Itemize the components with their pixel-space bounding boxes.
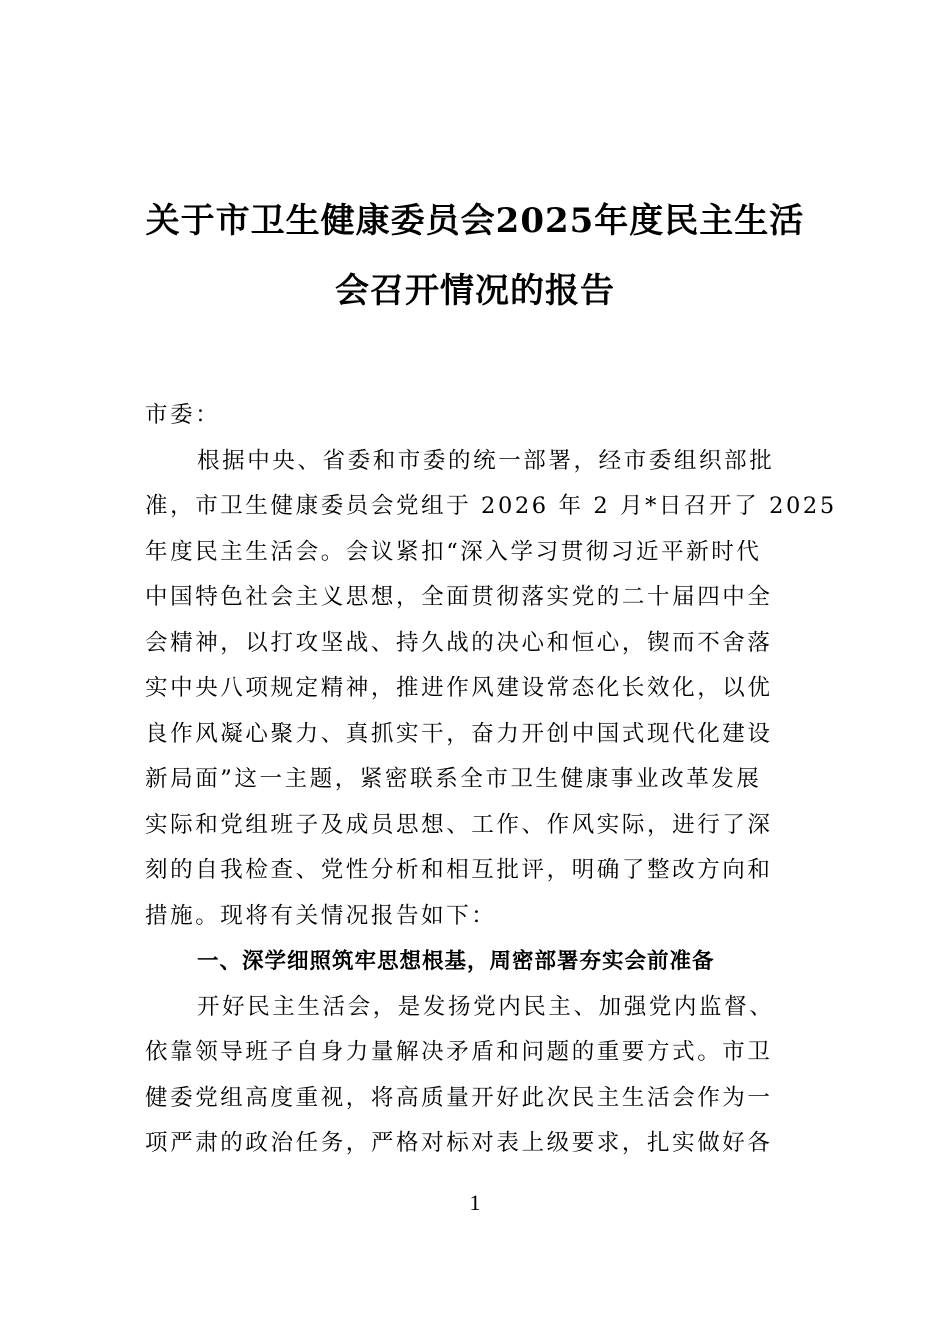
paragraph-line: 实中央八项规定精神，推进作风建设常态化长效化，以优 <box>145 675 773 701</box>
document-title <box>145 186 805 326</box>
section-heading-1: 一、深学细照筑牢思想根基，周密部署夯实会前准备 <box>197 949 715 974</box>
title-line-1: 关于市卫生健康委员会2025年度民主生活 <box>145 201 805 241</box>
paragraph-line: 措施。现将有关情况报告如下： <box>145 902 497 929</box>
paragraph-line: 会精神，以打攻坚战、持久战的决心和恒心，锲而不舍落 <box>145 629 773 656</box>
paragraph-line: 良作风凝心聚力、真抓实干，奋力开创中国式现代化建设 <box>145 720 773 747</box>
paragraph-line: 新局面”这一主题，紧密联系全市卫生健康事业改革发展 <box>145 766 762 792</box>
title-line-2: 会召开情况的报告 <box>335 271 615 311</box>
paragraph-2 <box>145 985 807 1167</box>
paragraph-1 <box>145 439 837 940</box>
document-body <box>145 393 837 1167</box>
paragraph-line: 健委党组高度重视，将高质量开好此次民主生活会作为一 <box>145 1084 773 1111</box>
paragraph-line: 开好民主生活会，是发扬党内民主、加强党内监督、 <box>197 993 775 1020</box>
paragraph-line: 实际和党组班子及成员思想、工作、作风实际，进行了深 <box>145 811 773 838</box>
paragraph-line: 年度民主生活会。会议紧扣“深入学习贯彻习近平新时代 <box>145 538 762 565</box>
page-number: 1 <box>469 1190 481 1215</box>
paragraph-line: 中国特色社会主义思想，全面贯彻落实党的二十届四中全 <box>145 584 773 610</box>
paragraph-line: 根据中央、省委和市委的统一部署，经市委组织部批 <box>197 447 775 474</box>
paragraph-line: 依靠领导班子自身力量解决矛盾和问题的重要方式。市卫 <box>145 1039 773 1065</box>
paragraph-line: 准，市卫生健康委员会党组于 2026 年 2 月*日召开了 2025 <box>145 493 837 519</box>
paragraph-line: 项严肃的政治任务，严格对标对表上级要求，扎实做好各 <box>145 1130 773 1156</box>
salutation: 市委： <box>145 402 221 428</box>
paragraph-line: 刻的自我检查、党性分析和相互批评，明确了整改方向和 <box>145 857 773 883</box>
